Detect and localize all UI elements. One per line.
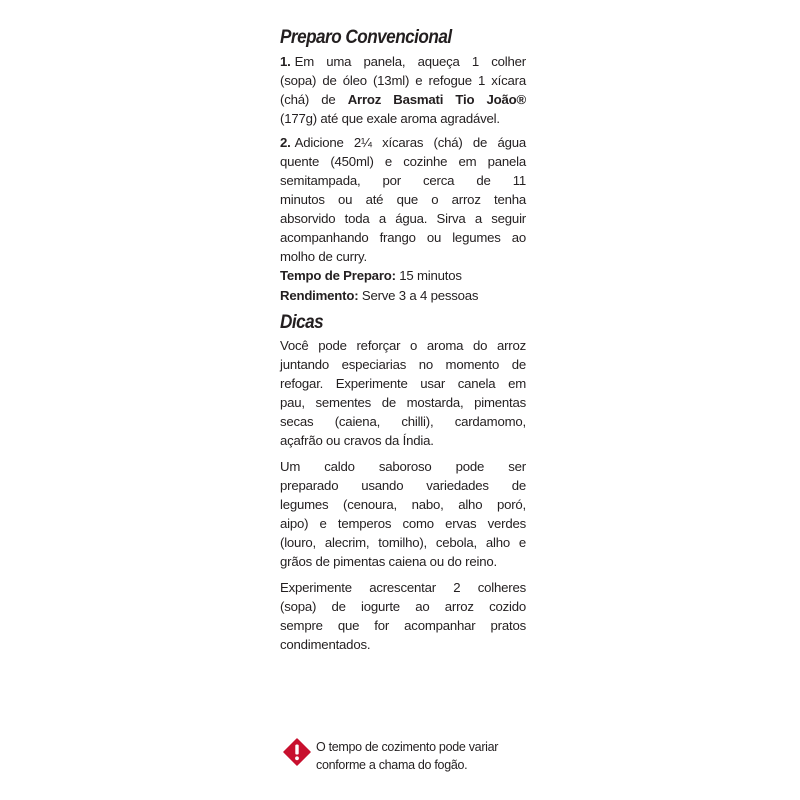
exclamation-diamond-icon	[283, 738, 311, 766]
step-2-line: quente (450ml) e cozinhe em panela	[280, 154, 526, 169]
tip-3-line: (sopa) de iogurte ao arroz cozido	[280, 599, 526, 614]
tip-2-line: (louro, alecrim, tomilho), cebola, alho e	[280, 535, 526, 550]
yield	[280, 286, 526, 306]
tip-3	[280, 578, 526, 654]
step-2-line: absorvido toda a água. Sirva a seguir	[280, 211, 526, 226]
step-2-number: 2.	[280, 135, 291, 150]
step-2	[280, 133, 526, 266]
warning-exclamation-bar	[295, 745, 298, 755]
tip-3-line: Experimente acrescentar 2 colheres	[280, 580, 526, 595]
recipe-panel	[280, 22, 526, 654]
step-1	[280, 52, 526, 128]
tip-1-line: juntando especiarias no momento de	[280, 357, 526, 372]
step-1-line: (177g) até que exale aroma agradável.	[280, 111, 500, 126]
step-2-text: Adicione 2¼ xícaras (chá) de água	[294, 135, 526, 150]
tip-1-line: açafrão ou cravos da Índia.	[280, 433, 434, 448]
tip-3-line: sempre que for acompanhar pratos	[280, 618, 526, 633]
tip-1-line: refogar. Experimente usar canela em	[280, 376, 526, 391]
tip-1-line: secas (caiena, chilli), cardamomo,	[280, 414, 526, 429]
cooking-warning	[283, 738, 543, 774]
step-1-text: (chá) de	[280, 92, 348, 107]
tip-2-line: preparado usando variedades de	[280, 478, 526, 493]
tip-2-line: Um caldo saboroso pode ser	[280, 459, 526, 474]
warning-text	[316, 738, 498, 774]
step-2-line: molho de curry.	[280, 249, 367, 264]
warning-exclamation-dot	[295, 756, 299, 760]
dicas-heading: Dicas	[280, 311, 324, 333]
prep-time-value: 15 minutos	[399, 268, 462, 283]
preparo-heading: Preparo Convencional	[280, 26, 452, 48]
tip-2-line: aipo) e temperos como ervas verdes	[280, 516, 526, 531]
tip-3-line: condimentados.	[280, 637, 371, 652]
tip-2	[280, 457, 526, 571]
step-2-line	[280, 133, 526, 152]
step-2-line: acompanhando frango ou legumes ao	[280, 230, 526, 245]
warning-line-1: O tempo de cozimento pode variar	[316, 740, 499, 754]
product-name: Arroz Basmati Tio João®	[347, 92, 527, 107]
step-2-line: semitampada, por cerca de 11	[280, 173, 526, 188]
step-1-line	[280, 90, 526, 109]
tip-1-line: pau, sementes de mostarda, pimentas	[280, 395, 526, 410]
step-1-number: 1.	[280, 54, 291, 69]
step-2-line: minutos ou até que o arroz tenha	[280, 192, 526, 207]
tip-2-line: grãos de pimentas caiena ou do reino.	[280, 554, 497, 569]
step-1-text: Em uma panela, aqueça 1 colher	[294, 54, 526, 69]
warning-line-2: conforme a chama do fogão.	[316, 758, 468, 772]
prep-time-label: Tempo de Preparo:	[280, 268, 396, 283]
tip-1	[280, 336, 526, 450]
step-1-line: (sopa) de óleo (13ml) e refogue 1 xícara	[280, 73, 526, 88]
prep-time	[280, 266, 526, 286]
yield-value: Serve 3 a 4 pessoas	[361, 288, 479, 303]
step-1-line	[280, 52, 526, 71]
tip-2-line: legumes (cenoura, nabo, alho poró,	[280, 497, 526, 512]
tip-1-line: Você pode reforçar o aroma do arroz	[280, 338, 526, 353]
yield-label: Rendimento:	[280, 288, 359, 303]
